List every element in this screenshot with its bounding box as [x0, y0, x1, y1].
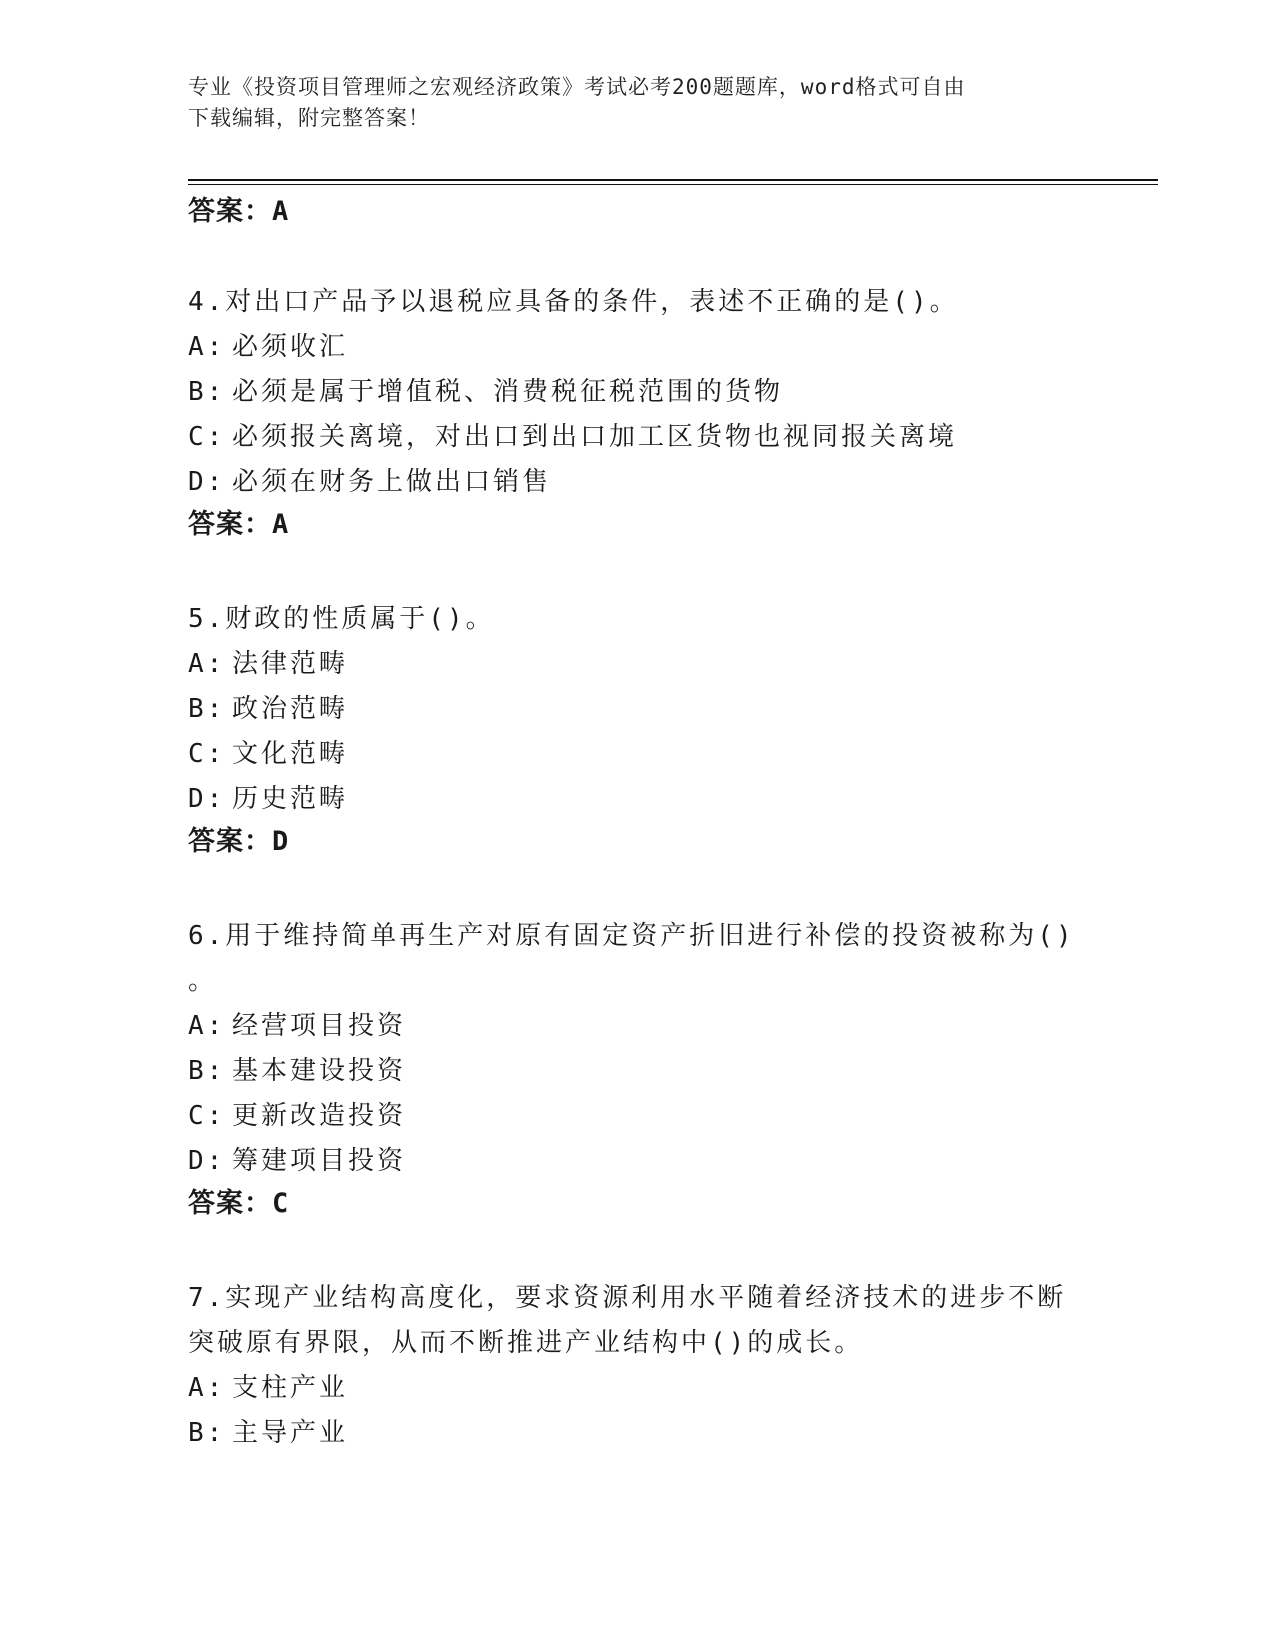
option-text: 筹建项目投资 [232, 1146, 407, 1176]
header-line-2: 下载编辑，附完整答案！ [188, 106, 430, 130]
answer-line: 答案：A [188, 196, 290, 227]
option-a [188, 325, 1088, 370]
answer-line: 答案：D [188, 826, 290, 857]
option-d [188, 460, 1088, 505]
option-text: 经营项目投资 [232, 1011, 407, 1041]
option-c [188, 732, 1088, 777]
option-text: 必须报关离境，对出口到出口加工区货物也视同报关离境 [232, 422, 958, 452]
option-a [188, 642, 1088, 687]
option-c [188, 415, 1088, 460]
option-letter: A: [188, 1373, 226, 1403]
option-letter: D: [188, 784, 226, 814]
question-text: 5.财政的性质属于()。 [188, 604, 495, 634]
option-text: 政治范畴 [232, 694, 349, 724]
header-line-1: 专业《投资项目管理师之宏观经济政策》考试必考200题题库，word格式可自由 [188, 75, 966, 99]
option-b [188, 1049, 1088, 1094]
option-text: 基本建设投资 [232, 1056, 407, 1086]
answer-line: 答案：A [188, 509, 290, 540]
option-d [188, 1139, 1088, 1184]
option-c [188, 1094, 1088, 1139]
option-letter: C: [188, 1101, 226, 1131]
option-b [188, 370, 1088, 415]
option-letter: A: [188, 332, 226, 362]
option-letter: B: [188, 377, 226, 407]
answer-line: 答案：C [188, 1188, 290, 1219]
header-rule-thin [188, 184, 1158, 185]
option-text: 支柱产业 [232, 1373, 349, 1403]
option-text: 法律范畴 [232, 649, 349, 679]
question-text: 6.用于维持简单再生产对原有固定资产折旧进行补偿的投资被称为() [188, 921, 1075, 951]
option-letter: A: [188, 649, 226, 679]
option-letter: D: [188, 1146, 226, 1176]
option-text: 主导产业 [232, 1418, 349, 1448]
option-letter: B: [188, 1418, 226, 1448]
option-d [188, 777, 1088, 822]
header-rule-thick [188, 179, 1158, 181]
option-text: 更新改造投资 [232, 1101, 407, 1131]
option-letter: B: [188, 1056, 226, 1086]
question-block [188, 1276, 1088, 1456]
question-text-continued: 。 [188, 966, 218, 996]
document-header [188, 72, 1068, 134]
document-body [188, 194, 1088, 1456]
option-letter: C: [188, 739, 226, 769]
option-b [188, 687, 1088, 732]
question-text: 4.对出口产品予以退税应具备的条件，表述不正确的是()。 [188, 287, 959, 317]
option-a [188, 1004, 1088, 1049]
option-text: 必须是属于增值税、消费税征税范围的货物 [232, 377, 784, 407]
question-text: 7.实现产业结构高度化，要求资源利用水平随着经济技术的进步不断 [188, 1283, 1067, 1313]
question-text-continued: 突破原有界限，从而不断推进产业结构中()的成长。 [188, 1328, 864, 1358]
option-text: 必须收汇 [232, 332, 349, 362]
option-a [188, 1366, 1088, 1411]
option-text: 历史范畴 [232, 784, 349, 814]
option-text: 必须在财务上做出口销售 [232, 467, 552, 497]
option-letter: C: [188, 422, 226, 452]
question-block [188, 914, 1088, 1222]
option-letter: D: [188, 467, 226, 497]
option-text: 文化范畴 [232, 739, 349, 769]
option-letter: B: [188, 694, 226, 724]
option-letter: A: [188, 1011, 226, 1041]
option-b [188, 1411, 1088, 1456]
question-block [188, 280, 1088, 543]
question-block [188, 597, 1088, 860]
